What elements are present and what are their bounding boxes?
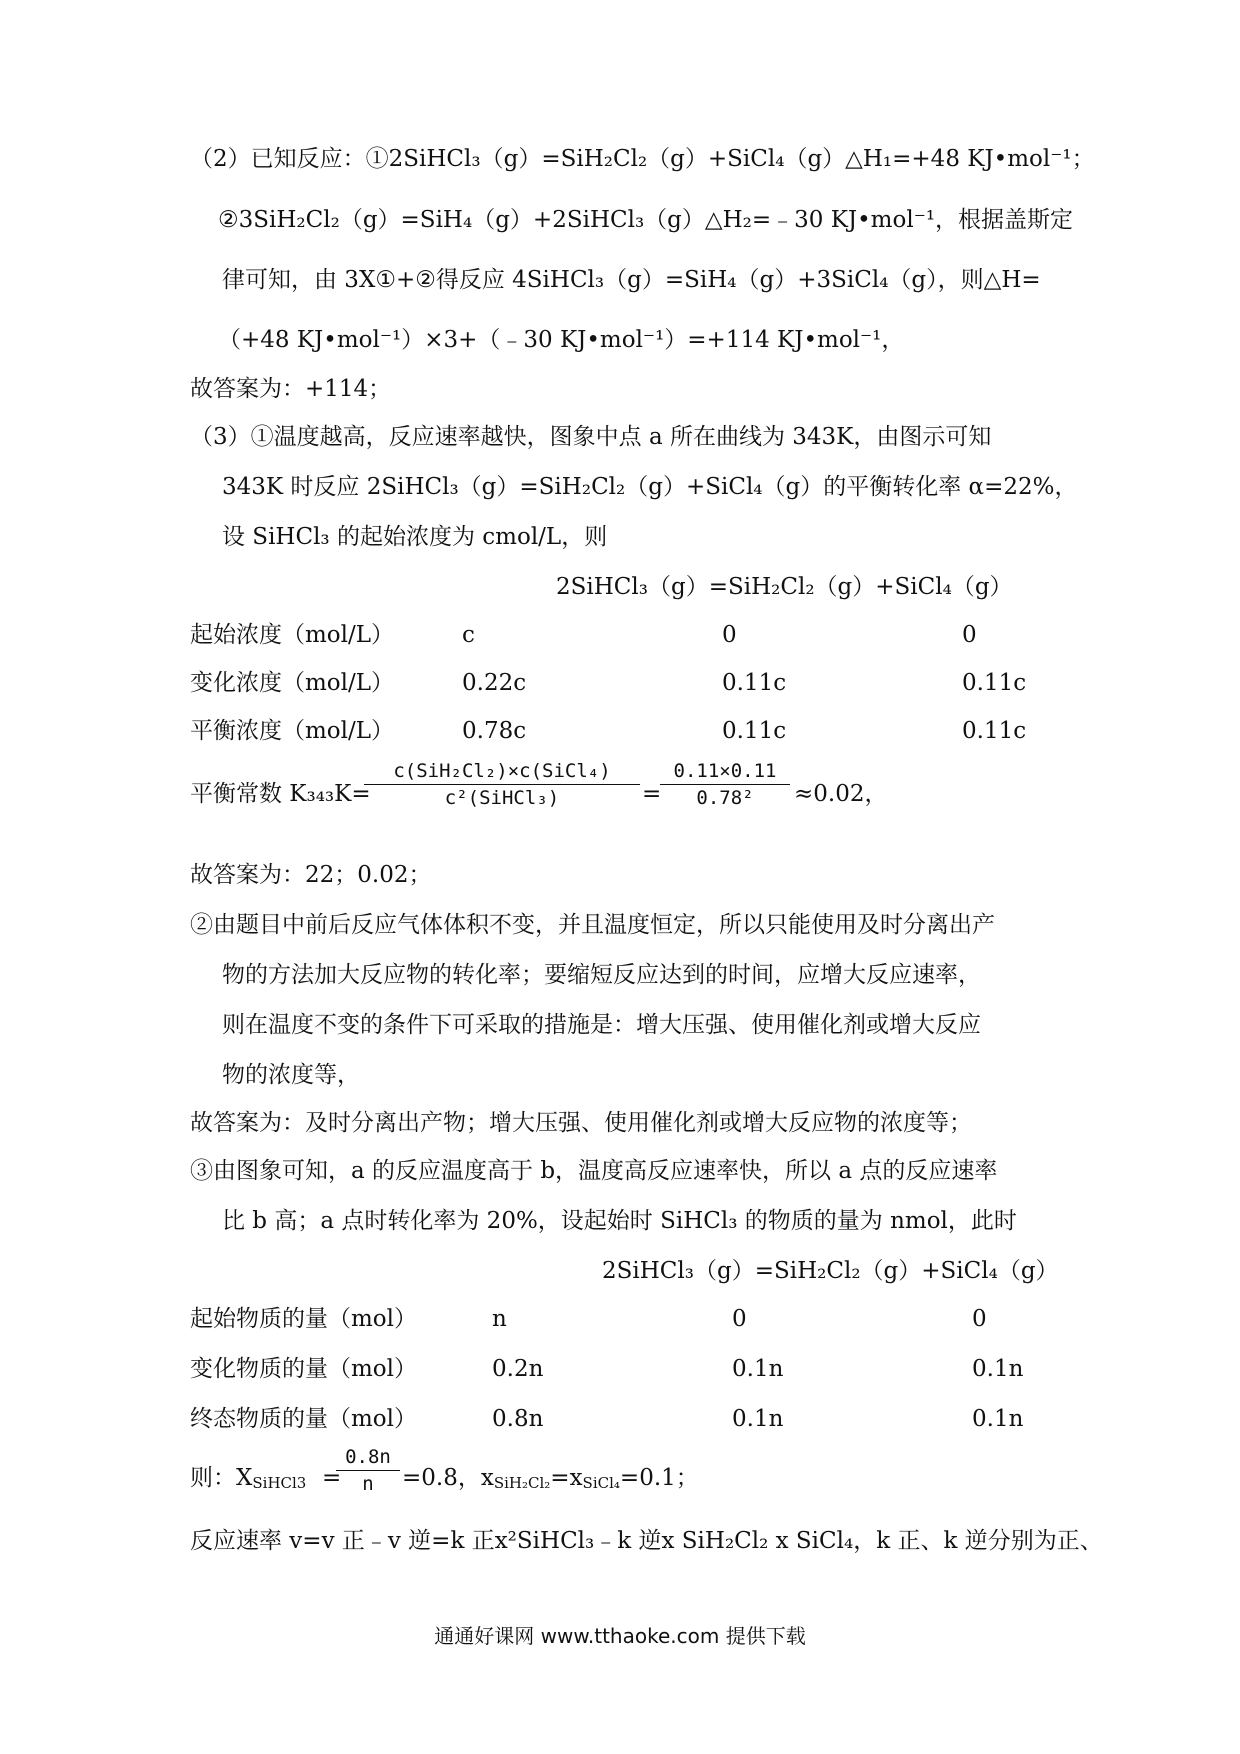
p3-table-row <box>190 668 1050 698</box>
p4-line1: ②由题目中前后反应气体体积不变，并且温度恒定，所以只能使用及时分离出产 <box>190 912 995 938</box>
table-cell: 0 <box>962 622 977 648</box>
table-cell: 起始浓度（mol/L） <box>190 622 395 648</box>
x-subscript-3: SiCl₄ <box>582 1474 620 1492</box>
p5-equation: 2SiHCl₃（g）=SiH₂Cl₂（g）+SiCl₄（g） <box>602 1258 1059 1284</box>
p3-answer: 故答案为：22；0.02； <box>190 862 432 888</box>
p4-line3: 则在温度不变的条件下可采取的措施是：增大压强、使用催化剂或增大反应 <box>222 1012 981 1038</box>
p2-line1: （2）已知反应：①2SiHCl₃（g）=SiH₂Cl₂（g）+SiCl₄（g）△H₁=+48 KJ•mol⁻¹； <box>190 146 1095 172</box>
p2-line4: （+48 KJ•mol⁻¹）×3+（﹣30 KJ•mol⁻¹）=+114 KJ•mol⁻¹， <box>218 327 905 353</box>
x-rest <box>402 1463 699 1498</box>
table-cell: n <box>492 1306 507 1332</box>
k-denominator-2: 0.78² <box>696 787 754 809</box>
table-cell: 0.8n <box>492 1406 544 1432</box>
k-fraction-2 <box>660 760 790 809</box>
table-cell: 0 <box>732 1306 747 1332</box>
x-rest-text-3: =0.1； <box>619 1465 699 1491</box>
p5-line1: ③由图象可知，a 的反应温度高于 b，温度高反应速率快，所以 a 点的反应速率 <box>190 1158 998 1184</box>
p3-equation: 2SiHCl₃（g）=SiH₂Cl₂（g）+SiCl₄（g） <box>556 574 1013 600</box>
table-cell: 平衡浓度（mol/L） <box>190 718 395 744</box>
table-cell: c <box>462 622 475 648</box>
p4-line4: 物的浓度等， <box>222 1062 360 1088</box>
p3-line3: 设 SiHCl₃ 的起始浓度为 cmol/L，则 <box>222 524 608 550</box>
table-cell: 0.1n <box>732 1356 784 1382</box>
k-numerator-2: 0.11×0.11 <box>660 760 790 785</box>
x-label-text: 则：X <box>190 1465 253 1491</box>
p5-table-row <box>190 1304 1050 1334</box>
page-footer: 通通好课网 www.tthaoke.com 提供下载 <box>434 1624 806 1648</box>
k-result: ≈0.02， <box>794 781 888 807</box>
x-numerator: 0.8n <box>336 1446 400 1471</box>
table-cell: 终态物质的量（mol） <box>190 1406 418 1432</box>
x-subscript-2: SiH₂Cl₂ <box>493 1474 551 1492</box>
table-cell: 0.1n <box>732 1406 784 1432</box>
p4-answer: 故答案为：及时分离出产物；增大压强、使用催化剂或增大反应物的浓度等； <box>190 1110 972 1136</box>
x-rest-text: =0.8，x <box>402 1465 494 1491</box>
table-cell: 起始物质的量（mol） <box>190 1306 418 1332</box>
table-cell: 0 <box>972 1306 987 1332</box>
p3-line2: 343K 时反应 2SiHCl₃（g）=SiH₂Cl₂（g）+SiCl₄（g）的平衡转化率 α=22%， <box>222 474 1078 500</box>
p4-line2: 物的方法加大反应物的转化率；要缩短反应达到的时间，应增大反应速率， <box>222 962 981 988</box>
k-denominator: c²(SiHCl₃) <box>444 787 560 809</box>
x-equals: = <box>322 1465 342 1491</box>
p2-line3: 律可知，由 3X①+②得反应 4SiHCl₃（g）=SiH₄（g）+3SiCl₄（g），则△H= <box>222 267 1041 293</box>
p3-table-row <box>190 716 1050 746</box>
k-equals: = <box>642 781 662 807</box>
p5-line2: 比 b 高；a 点时转化率为 20%，设起始时 SiHCl₃ 的物质的量为 nmol，此时 <box>222 1208 1017 1234</box>
table-cell: 变化浓度（mol/L） <box>190 670 395 696</box>
x-denominator: n <box>362 1473 374 1495</box>
x-fraction <box>336 1446 400 1495</box>
table-cell: 0.11c <box>722 718 787 744</box>
p5-table-row <box>190 1354 1050 1384</box>
x-label <box>190 1463 306 1498</box>
p2-answer: 故答案为：+114； <box>190 376 392 402</box>
table-cell: 0.11c <box>962 718 1027 744</box>
rate-line: 反应速率 v=v 正﹣v 逆=k 正x²SiHCl₃﹣k 逆x SiH₂Cl₂ x SiCl₄，k 正、k 逆分别为正、 <box>190 1528 1103 1554</box>
table-cell: 0.1n <box>972 1356 1024 1382</box>
table-cell: 0 <box>722 622 737 648</box>
x-rest-text-2: =x <box>550 1465 583 1491</box>
k-fraction-1 <box>364 760 640 809</box>
table-cell: 变化物质的量（mol） <box>190 1356 418 1382</box>
table-cell: 0.1n <box>972 1406 1024 1432</box>
table-cell: 0.2n <box>492 1356 544 1382</box>
p5-table-row <box>190 1404 1050 1434</box>
k-label: 平衡常数 K₃₄₃K= <box>190 781 371 807</box>
table-cell: 0.11c <box>722 670 787 696</box>
k-numerator: c(SiH₂Cl₂)×c(SiCl₄) <box>364 760 640 785</box>
p3-line1: （3）①温度越高，反应速率越快，图象中点 a 所在曲线为 343K，由图示可知 <box>190 424 992 450</box>
table-cell: 0.11c <box>962 670 1027 696</box>
x-subscript: SiHCl3 <box>252 1474 307 1492</box>
table-cell: 0.22c <box>462 670 527 696</box>
p3-table-row <box>190 620 1050 650</box>
p2-line2: ②3SiH₂Cl₂（g）=SiH₄（g）+2SiHCl₃（g）△H₂=﹣30 KJ•mol⁻¹，根据盖斯定 <box>218 207 1074 233</box>
table-cell: 0.78c <box>462 718 527 744</box>
